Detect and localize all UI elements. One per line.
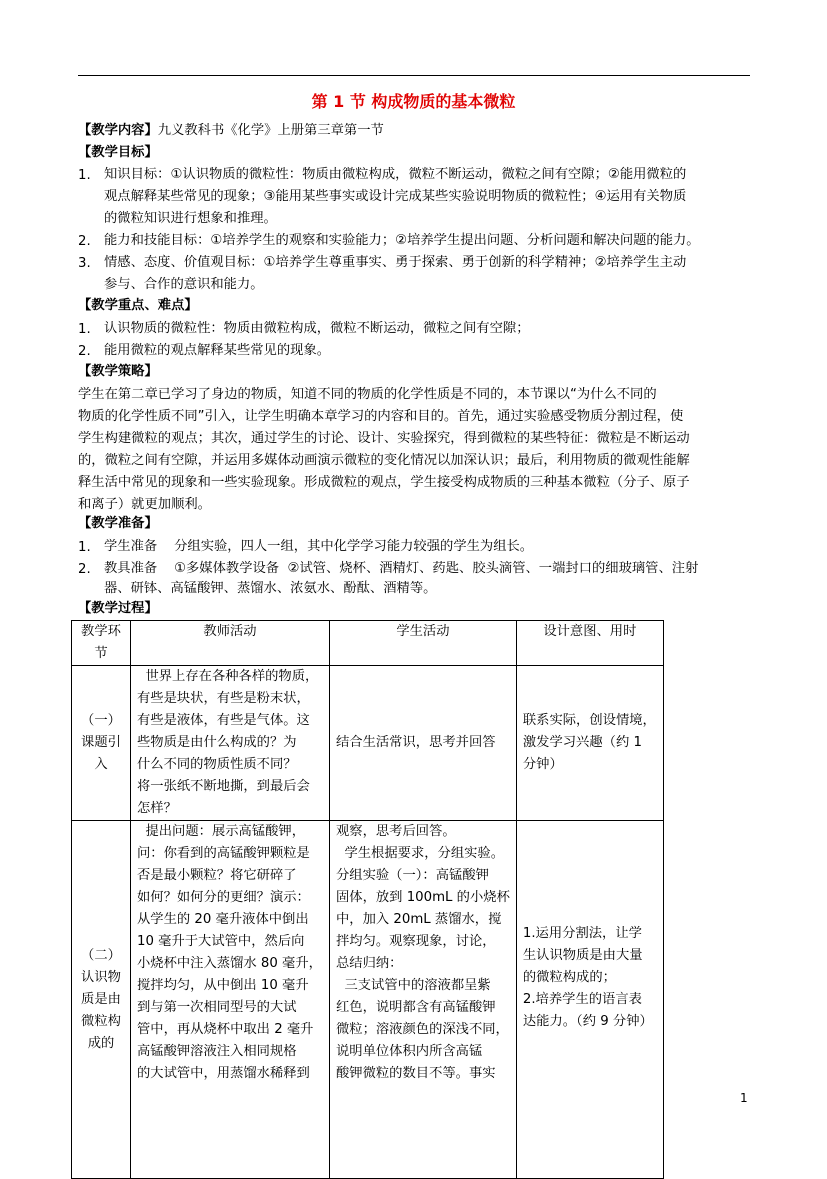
row-2-stage-line: 微粒构 — [81, 1013, 121, 1029]
cell-line: 搅拌均匀，从中倒出 10 毫升 — [137, 978, 309, 993]
cell-line: 酸钾微粒的数目不等。事实 — [336, 1066, 496, 1081]
row-1-stage-line: （一） — [81, 713, 121, 728]
cell-line: 什么不同的物质性质不同？ — [137, 757, 297, 772]
goal-2-num: 2. — [78, 234, 91, 249]
prep-1-num: 1. — [78, 540, 91, 555]
row-1-stage — [72, 666, 131, 821]
goal-3-num: 3. — [78, 256, 91, 271]
cell-line: 如何？如何分的更细？演示： — [137, 890, 310, 905]
row-2-teacher — [131, 821, 330, 1179]
keypoint-2-num: 2. — [78, 344, 91, 359]
cell-line: 中，加入 20mL 蒸馏水，搅 — [336, 912, 502, 927]
cell-line: 结合生活常识，思考并回答 — [336, 735, 496, 750]
keypoint-1-text: 认识物质的微粒性：物质由微粒构成，微粒不断运动，微粒之间有空隙； — [104, 321, 530, 336]
cell-line: 分组实验（一）：高锰酸钾 — [336, 868, 489, 883]
cell-line: 小烧杯中注入蒸馏水 80 毫升， — [137, 956, 322, 971]
cell-line: 三支试管中的溶液都呈紫 — [336, 978, 491, 993]
cell-line: 红色，说明都含有高锰酸钾 — [336, 1000, 496, 1015]
keypoint-2-text: 能用微粒的观点解释某些常见的现象。 — [104, 343, 331, 358]
strategy-line-5: 释生活中常见的现象和一些实验现象。形成微粒的观点，学生接受构成物质的三种基本微粒（分子、原子 — [78, 475, 690, 490]
cell-line: 些物质是由什么构成的？为 — [137, 735, 297, 750]
cell-line: 的大试管中，用蒸馏水稀释到 — [137, 1066, 310, 1081]
cell-line: 有些是液体，有些是气体。这 — [137, 713, 310, 728]
cell-line: 问：你看到的高锰酸钾颗粒是 — [137, 846, 310, 861]
keypoints-heading: 【教学重点、难点】 — [78, 298, 198, 313]
cell-line: 提出问题：展示高锰酸钾， — [137, 824, 306, 839]
cell-line: 的微粒构成的； — [522, 970, 616, 985]
cell-line: 有些是块状，有些是粉末状， — [137, 691, 310, 706]
header-teacher: 教师活动 — [131, 621, 330, 666]
cell-line: 分钟） — [522, 757, 563, 772]
cell-line: 联系实际，创设情境， — [522, 713, 656, 728]
strategy-line-1: 学生在第二章已学习了身边的物质，知道不同的物质的化学性质是不同的，本节课以“为什么不同的 — [78, 387, 657, 402]
goal-1-line-1: 知识目标：①认识物质的微粒性：物质由微粒构成，微粒不断运动，微粒之间有空隙；②能用微粒的 — [104, 167, 687, 182]
prep-heading: 【教学准备】 — [78, 516, 158, 531]
content-text: 九义教科书《化学》上册第三章第一节 — [157, 123, 384, 138]
cell-line: 激发学习兴趣（约 1 — [522, 735, 642, 750]
header-student: 学生活动 — [330, 621, 517, 666]
row-1-design — [516, 666, 663, 821]
goal-3-line-1: 情感、态度、价值观目标：①培养学生尊重事实、勇于探索、勇于创新的科学精神；②培养学生主动 — [104, 255, 687, 270]
cell-line: 2.培养学生的语言表 — [522, 992, 642, 1007]
cell-line: 管中，再从烧杯中取出 2 毫升 — [137, 1022, 314, 1037]
page-number: 1 — [740, 1091, 748, 1105]
row-1-teacher — [131, 666, 330, 821]
header-stage — [72, 621, 131, 666]
prep-1-line-1: 学生准备 分组实验，四人一组，其中化学学习能力较强的学生为组长。 — [104, 539, 534, 554]
row-1-stage-line: 课题引 — [81, 735, 121, 750]
strategy-line-3: 学生构建微粒的观点；其次，通过学生的讨论、设计、实验探究，得到微粒的某些特征：微粒是不断运动 — [78, 431, 690, 446]
row-2-student — [330, 821, 517, 1179]
cell-line: 将一张纸不断地撕，到最后会 — [137, 779, 310, 794]
cell-line: 拌均匀。观察现象，讨论， — [336, 934, 496, 949]
strategy-heading: 【教学策略】 — [78, 364, 158, 379]
header-stage-text: 教学环节 — [81, 624, 121, 661]
cell-line: 从学生的 20 毫升液体中倒出 — [137, 912, 309, 927]
row-2-stage — [72, 821, 131, 1179]
table-row — [72, 666, 664, 821]
row-2-stage-line: （二） — [81, 947, 121, 963]
process-heading: 【教学过程】 — [78, 601, 158, 616]
cell-line: 1.运用分割法，让学 — [522, 926, 642, 941]
goal-1-line-2: 观点解释某些常见的现象；③能用某些事实或设计完成某些实验说明物质的微粒性；④运用有关物质 — [104, 189, 687, 204]
table-header-row — [72, 621, 664, 666]
cell-line: 固体，放到 100mL 的小烧杯 — [336, 890, 510, 905]
cell-line: 高锰酸钾溶液注入相同规格 — [137, 1044, 297, 1059]
goal-1-num: 1. — [78, 168, 91, 183]
process-table — [71, 620, 664, 1179]
cell-line: 达能力。（约 9 分钟） — [522, 1014, 653, 1029]
strategy-line-4: 的，微粒之间有空隙，并运用多媒体动画演示微粒的变化情况以加深认识；最后，利用物质的微观性能解 — [78, 453, 690, 468]
strategy-line-2: 物质的化学性质不同”引入，让学生明确本章学习的内容和目的。首先，通过实验感受物质分割过程，使 — [78, 409, 684, 424]
row-2-design — [516, 821, 663, 1179]
row-2-stage-line: 质是由 — [81, 991, 121, 1007]
cell-line: 观察，思考后回答。 — [336, 824, 456, 839]
keypoint-1-num: 1. — [78, 322, 91, 337]
content-line — [78, 121, 384, 141]
cell-line: 生认识物质是由大量 — [522, 948, 643, 963]
header-design: 设计意图、用时 — [516, 621, 663, 666]
cell-line: 否是最小颗粒？将它研碎了 — [137, 868, 297, 883]
goals-heading: 【教学目标】 — [78, 145, 158, 160]
goal-2-line-1: 能力和技能目标：①培养学生的观察和实验能力；②培养学生提出问题、分析问题和解决问题的能力。 — [104, 233, 700, 248]
goal-3-line-2: 参与、合作的意识和能力。 — [104, 277, 264, 292]
page-title: 第 1 节 构成物质的基本微粒 — [311, 92, 516, 111]
cell-line: 总结归纳： — [336, 956, 403, 971]
cell-line: 说明单位体积内所含高锰 — [336, 1044, 483, 1059]
cell-line: 微粒；溶液颜色的深浅不同， — [336, 1022, 509, 1037]
row-2-stage-line: 认识物 — [81, 969, 121, 985]
row-2-stage-line: 成的 — [87, 1035, 115, 1051]
content-heading: 【教学内容】 — [78, 123, 158, 138]
cell-line: 学生根据要求，分组实验。 — [336, 846, 505, 861]
prep-2-line-2: 器、研钵、高锰酸钾、蒸馏水、浓氨水、酚酞、酒精等。 — [104, 581, 437, 596]
cell-line: 到与第一次相同型号的大试 — [137, 1000, 297, 1015]
header-rule — [78, 75, 750, 76]
prep-2-num: 2. — [78, 562, 91, 577]
cell-line: 10 毫升于大试管中，然后向 — [137, 934, 305, 949]
prep-2-line-1: 教具准备 ①多媒体教学设备 ②试管、烧杯、酒精灯、药匙、胶头滴管、一端封口的细玻璃管、注射 — [104, 561, 699, 576]
strategy-line-6: 和离子）就更加顺利。 — [78, 497, 211, 512]
row-1-stage-line: 入 — [94, 757, 108, 772]
cell-line: 世界上存在各种各样的物质， — [137, 669, 319, 684]
cell-line: 怎样？ — [137, 801, 177, 816]
goal-1-line-3: 的微粒知识进行想象和推理。 — [104, 211, 277, 226]
table-row — [72, 821, 664, 1179]
row-1-student — [330, 666, 517, 821]
